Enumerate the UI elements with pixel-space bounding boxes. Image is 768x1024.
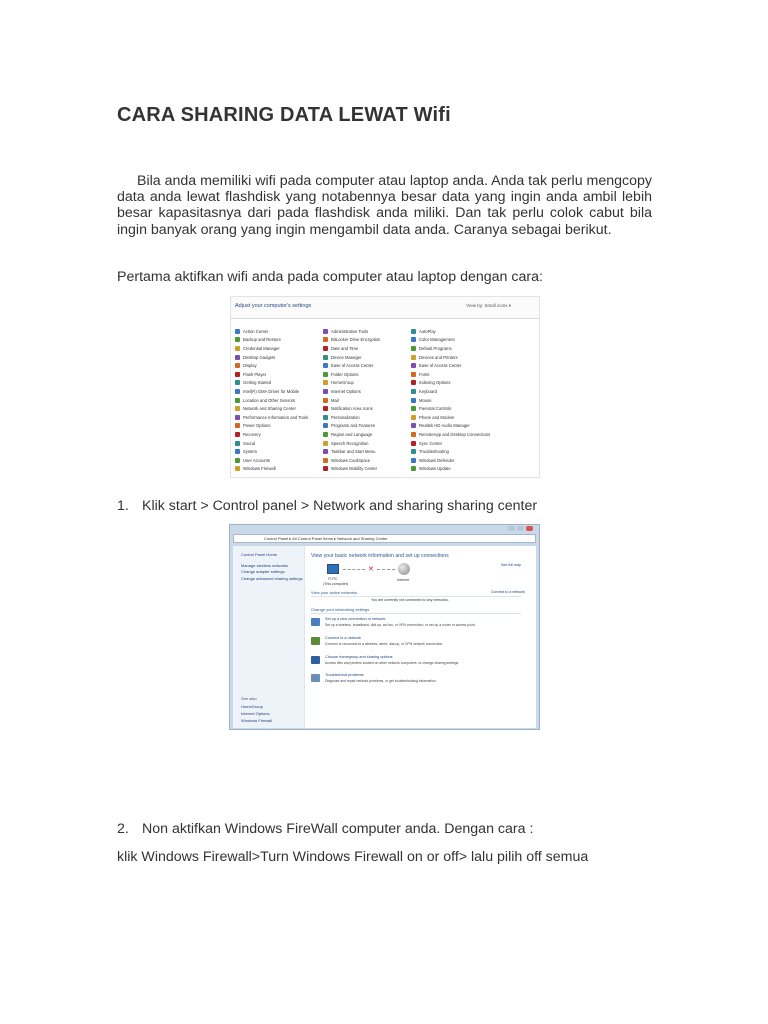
control-panel-item-label: Ease of Access Center (419, 363, 462, 369)
control-panel-item-icon (411, 406, 416, 411)
not-connected-text: You are currently not connected to any networks. (371, 598, 449, 602)
task-link: Choose homegroup and sharing options (325, 655, 393, 659)
computer-icon (327, 564, 339, 574)
control-panel-item (235, 387, 323, 396)
control-panel-item-label: Taskbar and Start Menu (331, 449, 376, 455)
control-panel-item-label: Realtek HD Audio Manager (419, 423, 470, 429)
network-heading: View your basic network information and set up connections (311, 553, 449, 559)
control-panel-item (411, 422, 499, 431)
control-panel-item-icon (235, 355, 240, 360)
task-description: Connect or reconnect to a wireless, wired, dial-up, or VPN network connection. (325, 642, 444, 646)
control-panel-column-2 (323, 327, 411, 473)
control-panel-item-icon (411, 355, 416, 360)
pc-name: IT-PC (328, 577, 338, 581)
control-panel-item-label: Mouse (419, 397, 432, 403)
control-panel-item-label: Default Programs (419, 345, 452, 351)
control-panel-item-icon (235, 423, 240, 428)
control-panel-item (411, 361, 499, 370)
control-panel-item (323, 379, 411, 388)
control-panel-item-icon (323, 372, 328, 377)
network-sharing-body (233, 546, 536, 728)
control-panel-item (323, 370, 411, 379)
pc-subtitle: (This computer) (323, 582, 349, 586)
maximize-icon (517, 526, 524, 531)
control-panel-item (323, 387, 411, 396)
control-panel-item-icon (323, 398, 328, 403)
task-link: Set up a new connection or network (325, 617, 386, 621)
control-panel-item (235, 370, 323, 379)
task-description: Access files and printers located on other network computers, or change sharing settings. (325, 661, 460, 665)
control-panel-item-icon (235, 389, 240, 394)
control-panel-item-icon (235, 398, 240, 403)
control-panel-item (411, 413, 499, 422)
control-panel-item-label: Device Manager (331, 354, 362, 360)
task-description: Set up a wireless, broadband, dial-up, ad hoc, or VPN connection; or set up a router or access point. (325, 623, 476, 627)
control-panel-item-icon (323, 449, 328, 454)
control-panel-item-label: AutoPlay (419, 328, 436, 334)
control-panel-item (235, 396, 323, 405)
control-panel-item-label: Backup and Restore (243, 337, 281, 343)
divider (311, 596, 521, 597)
sidebar-link: Control Panel Home (241, 552, 278, 557)
control-panel-item-icon (323, 432, 328, 437)
control-panel-item-label: Date and Time (331, 345, 359, 351)
control-panel-screenshot (230, 296, 540, 478)
window-controls (508, 526, 533, 531)
control-panel-item-label: System (243, 449, 257, 455)
control-panel-item (235, 327, 323, 336)
control-panel-item-label: Sync Center (419, 440, 443, 446)
final-instruction: klik Windows Firewall>Turn Windows Firewall on or off> lalu pilih off semua (117, 849, 589, 865)
close-icon (526, 526, 533, 531)
control-panel-item-icon (323, 423, 328, 428)
control-panel-item-icon (323, 415, 328, 420)
control-panel-item-icon (235, 337, 240, 342)
control-panel-item-icon (235, 466, 240, 471)
control-panel-item (235, 404, 323, 413)
sidebar-link: Change advanced sharing settings (241, 576, 303, 581)
see-also-link: Internet Options (241, 711, 270, 716)
view-by-label: View by: Small icons ▾ (466, 303, 511, 308)
connect-network-icon (311, 637, 320, 645)
control-panel-item (411, 344, 499, 353)
control-panel-item (235, 361, 323, 370)
step-1-text: Klik start > Control panel > Network and sharing sharing center (142, 498, 538, 514)
control-panel-item (323, 456, 411, 465)
control-panel-item (235, 447, 323, 456)
control-panel-item-icon (411, 415, 416, 420)
control-panel-item-icon (411, 458, 416, 463)
step-2 (117, 821, 533, 837)
control-panel-item (411, 370, 499, 379)
control-panel-item-label: Personalization (331, 414, 360, 420)
control-panel-item-label: Action Center (243, 328, 269, 334)
control-panel-item-label: Credential Manager (243, 345, 280, 351)
control-panel-item-icon (323, 466, 328, 471)
internet-globe-icon (398, 563, 410, 575)
control-panel-item-icon (235, 346, 240, 351)
control-panel-item-icon (235, 458, 240, 463)
see-also-label: See also (241, 696, 257, 701)
control-panel-item-label: Windows Update (419, 466, 451, 472)
sidebar-link: Change adapter settings (241, 569, 285, 574)
control-panel-item-label: Location and Other Sensors (243, 397, 296, 403)
control-panel-item-label: Phone and Modem (419, 414, 455, 420)
control-panel-item-icon (411, 329, 416, 334)
control-panel-item-label: Color Management (419, 337, 455, 343)
control-panel-item-label: RemoteApp and Desktop Connections (419, 431, 491, 437)
control-panel-item (323, 327, 411, 336)
control-panel-item-label: Flash Player (243, 371, 267, 377)
control-panel-item (323, 344, 411, 353)
troubleshoot-icon (311, 674, 320, 682)
control-panel-header (231, 297, 539, 319)
control-panel-item (235, 413, 323, 422)
control-panel-item-icon (323, 441, 328, 446)
control-panel-item (235, 379, 323, 388)
control-panel-item-icon (235, 449, 240, 454)
control-panel-item-icon (323, 363, 328, 368)
control-panel-item-icon (235, 432, 240, 437)
control-panel-item-label: Recovery (243, 431, 261, 437)
control-panel-item-label: Sound (243, 440, 256, 446)
task-link: Troubleshoot problems (325, 673, 364, 677)
control-panel-item (323, 396, 411, 405)
control-panel-item-icon (411, 380, 416, 385)
control-panel-item-icon (235, 406, 240, 411)
control-panel-item-icon (323, 406, 328, 411)
control-panel-item-icon (411, 432, 416, 437)
control-panel-item (411, 456, 499, 465)
control-panel-item (411, 430, 499, 439)
control-panel-item-icon (235, 372, 240, 377)
address-bar: Control Panel ▸ All Control Panel Items ▸ Network and Sharing Center (233, 534, 536, 543)
control-panel-item (235, 422, 323, 431)
control-panel-item-icon (411, 363, 416, 368)
divider (311, 613, 521, 614)
control-panel-item-label: Region and Language (331, 431, 373, 437)
control-panel-item-label: HomeGroup (331, 380, 354, 386)
control-panel-item (411, 387, 499, 396)
control-panel-item-label: Folder Options (331, 371, 359, 377)
control-panel-item-label: Fonts (419, 371, 430, 377)
control-panel-item (235, 336, 323, 345)
control-panel-item (411, 327, 499, 336)
change-settings-label: Change your networking settings (311, 607, 370, 612)
minimize-icon (508, 526, 515, 531)
intro-paragraph: Bila anda memiliki wifi pada computer atau laptop anda. Anda tak perlu mengcopy data anda lewat flashdisk yang notabennya besar data yang ingin anda ambil lebih besar kapasitasnya dari pada flashdisk anda miliki. Dan tak perlu colok cabut bila ingin banyak orang yang ingin mengambil data anda. Caranya sebagai berikut. (117, 173, 652, 238)
control-panel-item-label: Performance Information and Tools (243, 414, 309, 420)
task-link: Connect to a network (325, 636, 361, 640)
control-panel-item-icon (323, 337, 328, 342)
internet-label: Internet (397, 578, 410, 582)
control-panel-item-icon (411, 346, 416, 351)
control-panel-item-label: Indexing Options (419, 380, 451, 386)
control-panel-item (235, 344, 323, 353)
control-panel-item (323, 465, 411, 474)
see-also-link: Windows Firewall (241, 718, 273, 723)
control-panel-item-label: Windows Defender (419, 457, 455, 463)
control-panel-item-label: User Accounts (243, 457, 270, 463)
control-panel-item-label: Display (243, 363, 257, 369)
control-panel-item (323, 361, 411, 370)
control-panel-item-label: Mail (331, 397, 339, 403)
control-panel-item-icon (411, 337, 416, 342)
control-panel-item (323, 447, 411, 456)
control-panel-item-icon (411, 372, 416, 377)
step-1-number: 1. (117, 498, 129, 514)
control-panel-item-label: Keyboard (419, 388, 437, 394)
control-panel-item (323, 422, 411, 431)
control-panel-item (235, 456, 323, 465)
control-panel-item-icon (235, 363, 240, 368)
control-panel-item-icon (323, 329, 328, 334)
control-panel-item-icon (323, 346, 328, 351)
control-panel-item (411, 336, 499, 345)
task-description: Diagnose and repair network problems, or get troubleshooting information. (325, 679, 437, 683)
control-panel-item-icon (411, 449, 416, 454)
connection-line (377, 569, 395, 570)
control-panel-item-icon (323, 389, 328, 394)
control-panel-item (323, 430, 411, 439)
see-full-map-link: See full map (501, 563, 521, 567)
control-panel-item-icon (411, 398, 416, 403)
step-2-number: 2. (117, 821, 129, 837)
control-panel-item-label: Windows CardSpace (331, 457, 371, 463)
control-panel-item-icon (235, 415, 240, 420)
control-panel-column-3 (411, 327, 499, 473)
control-panel-item (411, 379, 499, 388)
control-panel-item (323, 439, 411, 448)
control-panel-item-label: Devices and Printers (419, 354, 458, 360)
see-also-link: HomeGroup (241, 704, 263, 709)
network-sidebar (233, 546, 305, 728)
control-panel-item-label: Notification Area Icons (331, 406, 373, 412)
homegroup-icon (311, 656, 320, 664)
step-1 (117, 498, 537, 514)
control-panel-item (235, 353, 323, 362)
connection-line (343, 569, 365, 570)
control-panel-item-label: Desktop Gadgets (243, 354, 276, 360)
control-panel-item (411, 465, 499, 474)
control-panel-item-label: Parental Controls (419, 406, 452, 412)
control-panel-item-label: Windows Firewall (243, 466, 276, 472)
active-networks-label: View your active networks (311, 590, 358, 595)
control-panel-item-label: Power Options (243, 423, 271, 429)
step-2-text: Non aktifkan Windows FireWall computer anda. Dengan cara : (142, 821, 534, 837)
control-panel-item-label: Troubleshooting (419, 449, 449, 455)
control-panel-item-icon (411, 441, 416, 446)
control-panel-item-label: Intel(R) GMA Driver for Mobile (243, 388, 300, 394)
control-panel-item (235, 430, 323, 439)
control-panel-item-icon (411, 466, 416, 471)
control-panel-item (411, 353, 499, 362)
control-panel-item (411, 439, 499, 448)
control-panel-item-label: Internet Options (331, 388, 361, 394)
control-panel-item (411, 396, 499, 405)
control-panel-item (323, 336, 411, 345)
control-panel-item-icon (411, 423, 416, 428)
network-main (311, 546, 533, 728)
control-panel-item (235, 465, 323, 474)
page-title: CARA SHARING DATA LEWAT Wifi (117, 104, 451, 126)
control-panel-item (323, 404, 411, 413)
control-panel-item-icon (323, 355, 328, 360)
control-panel-item-icon (411, 389, 416, 394)
control-panel-item-icon (235, 380, 240, 385)
control-panel-heading: Adjust your computer's settings (235, 303, 312, 309)
disconnected-icon: ✕ (368, 566, 374, 573)
control-panel-item-label: Network and Sharing Center (243, 406, 296, 412)
control-panel-item-label: Administrative Tools (331, 328, 369, 334)
network-sharing-screenshot (229, 524, 540, 730)
control-panel-item (411, 447, 499, 456)
control-panel-item-label: Programs and Features (331, 423, 375, 429)
control-panel-item-label: Ease of Access Center (331, 363, 374, 369)
control-panel-item-label: Speech Recognition (331, 440, 369, 446)
control-panel-item (411, 404, 499, 413)
control-panel-item-icon (323, 458, 328, 463)
control-panel-item-icon (235, 441, 240, 446)
control-panel-item-label: Getting Started (243, 380, 272, 386)
control-panel-item (323, 353, 411, 362)
first-instruction: Pertama aktifkan wifi anda pada computer atau laptop dengan cara: (117, 269, 543, 285)
control-panel-item (323, 413, 411, 422)
control-panel-column-1 (235, 327, 323, 473)
sidebar-link: Manage wireless networks (241, 563, 289, 568)
control-panel-item-label: Windows Mobility Center (331, 466, 378, 472)
control-panel-item-icon (323, 380, 328, 385)
new-connection-icon (311, 618, 320, 626)
connect-to-network-link: Connect to a network (491, 590, 525, 594)
control-panel-item-label: BitLocker Drive Encryption (331, 337, 381, 343)
control-panel-item (235, 439, 323, 448)
control-panel-item-icon (235, 329, 240, 334)
